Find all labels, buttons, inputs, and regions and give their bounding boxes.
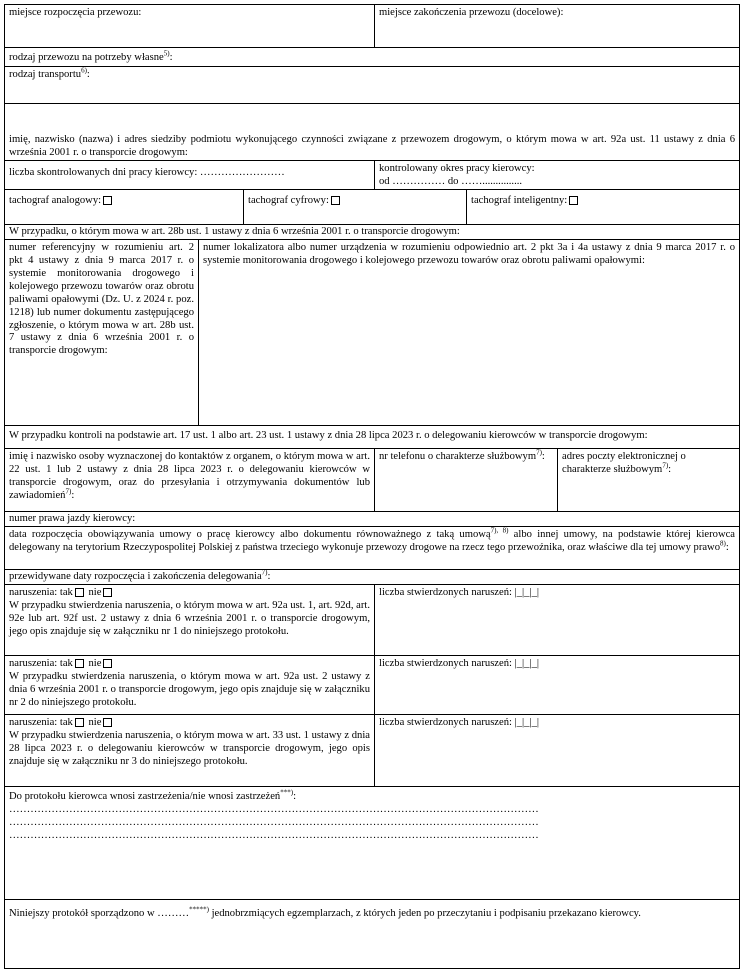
footnote-ref: 5) (163, 49, 170, 58)
license-label: numer prawa jazdy kierowcy: (9, 513, 136, 524)
posting-dates-label: przewidywane daty rozpoczęcia i zakończenia delegowania (9, 571, 262, 582)
violation-3-field[interactable] (4, 714, 375, 787)
closing-text-a: Niniejszy protokół sporządzono w ……… (9, 908, 190, 919)
phone-label: nr telefonu o charakterze służbowym (379, 451, 537, 462)
contact-person-label: imię i nazwisko osoby wyznaczonej do kontaktów z organem, o którym mowa w art. 22 ust. 1 lub 2 ustawy z dnia 28 lipca 2023 r. o delegowaniu kierowców w transporcie drogowym, oraz do przesyłania i otrzymywania dokumentów lub zawiadomień (9, 451, 370, 501)
transport-type-field[interactable] (4, 66, 740, 104)
tachograph-analog-label: tachograf analogowy: (9, 195, 102, 206)
end-place-field[interactable] (374, 4, 740, 48)
art28b-heading (4, 224, 740, 240)
period-field[interactable] (374, 160, 740, 190)
objections-line-3[interactable]: …………………………………………………………………………………………………………………………………… (9, 829, 539, 841)
objections-line-2[interactable]: …………………………………………………………………………………………………………………………………… (9, 816, 539, 828)
footnote-ref: 7), 8) (490, 526, 509, 535)
own-account-field[interactable] (4, 47, 740, 67)
violation-yes-label: naruszenia: tak (9, 587, 73, 598)
entity-field[interactable] (4, 103, 740, 161)
closing-text-b: jednobrzmiących egzemplarzach, z których jeden po przeczytaniu i podpisaniu przekazano kierowcy. (208, 908, 641, 919)
colon: : (169, 52, 173, 63)
period-range: od …………… do ……............... (379, 175, 523, 187)
footnote-ref: 8) (720, 539, 726, 548)
violation-no-label: nie (88, 658, 102, 669)
violation-3-count-field[interactable] (374, 714, 740, 787)
start-place-field[interactable] (4, 4, 375, 48)
violation-1-count-boxes[interactable]: |_|_|_| (514, 587, 539, 598)
violation-yes-label: naruszenia: tak (9, 658, 73, 669)
violation-2-no-checkbox[interactable] (103, 659, 112, 668)
tachograph-smart-label: tachograf inteligentny: (471, 195, 568, 206)
violation-2-field[interactable] (4, 655, 375, 715)
contract-label-a: data rozpoczęcia obowiązywania umowy o pracę kierowcy albo dokumentu równoważnego z taką umową (9, 529, 491, 540)
contract-label-b: albo innej umowy, na podstawie której kierowca delegowany na terytorium Rzeczypospolitej Polskiej z państwa trzeciego wykonuje przewozy drogowe na rzecz tego przewoźnika, oraz właściwe dla tej umowy prawo (9, 529, 735, 553)
colon: : (293, 791, 297, 802)
closing-field (4, 899, 740, 969)
locator-label: numer lokalizatora albo numer urządzenia w rozumieniu odpowiednio art. 2 pkt 3a i 4a ustawy z dnia 9 marca 2017 r. o systemie monitorowania drogowego i kolejowego przewozu towarów oraz obrotu paliwami opałowymi: (203, 242, 735, 266)
phone-field[interactable]: nr telefonu o charakterze służbowym$^{7)}$: (374, 448, 558, 512)
tachograph-analog-field[interactable] (4, 189, 244, 225)
own-account-label: rodzaj przewozu na potrzeby własne (9, 52, 164, 63)
locator-field[interactable] (198, 239, 740, 426)
start-place-label: miejsce rozpoczęcia przewozu: (9, 7, 142, 18)
footnote-ref: 7) (261, 569, 268, 577)
footnote-ref: 7) (662, 461, 669, 470)
tachograph-smart-field[interactable] (466, 189, 740, 225)
footnote-ref: 7) (536, 448, 542, 457)
violation-yes-label: naruszenia: tak (9, 717, 73, 728)
transport-type-label: rodzaj transportu (9, 69, 82, 80)
violation-no-label: nie (88, 587, 102, 598)
ref-number-label: numer referencyjny w rozumieniu art. 2 pkt 4 ustawy z dnia 9 marca 2017 r. o systemie monitorowania drogowego i kolejowego przewozu towarów oraz obrotu paliwami opałowymi (Dz. U. z 2024 r. poz. 1218) lub numer dokumentu zastępującego zgłoszenie, o którym mowa w art. 28b ust. 7 ustawy z dnia 6 września 2001 r. o transporcie drogowym: (9, 242, 194, 357)
violation-2-count-field[interactable] (374, 655, 740, 715)
tachograph-digital-checkbox[interactable] (331, 196, 340, 205)
footnote-ref: ***) (280, 788, 294, 797)
colon: : (86, 69, 90, 80)
posting-heading-text: W przypadku kontroli na podstawie art. 17 ust. 1 albo art. 23 ust. 1 ustawy z dnia 28 lipca 2023 r. o delegowaniu kierowców w transporcie drogowym: (9, 430, 648, 441)
violation-1-field[interactable] (4, 584, 375, 656)
email-field[interactable]: adres poczty elektronicznej o charakterze służbowym$^{7)}$: (557, 448, 740, 512)
posting-heading (4, 425, 740, 449)
violation-3-count-boxes[interactable]: |_|_|_| (514, 717, 539, 728)
tachograph-smart-checkbox[interactable] (569, 196, 578, 205)
art28b-heading-text: W przypadku, o którym mowa w art. 28b ust. 1 ustawy z dnia 6 września 2001 r. o transporcie drogowym: (9, 226, 460, 237)
violation-2-yes-checkbox[interactable] (75, 659, 84, 668)
violation-3-no-checkbox[interactable] (103, 718, 112, 727)
entity-label: imię, nazwisko (nazwa) i adres siedziby podmiotu wykonującego czynności związane z przewozem drogowym, o którym mowa w art. 92a ust. 11 ustawy z dnia 6 września 2001 r. o transporcie drogowym: (9, 134, 735, 158)
violation-1-no-checkbox[interactable] (103, 588, 112, 597)
posting-dates-field[interactable]: przewidywane daty rozpoczęcia i zakończenia delegowania$^{7)}$: (4, 569, 740, 585)
violation-count-label: liczba stwierdzonych naruszeń: (379, 717, 512, 728)
violation-3-yes-checkbox[interactable] (75, 718, 84, 727)
days-label: liczba skontrolowanych dni pracy kierowcy: …………………… (9, 167, 285, 178)
contact-person-field[interactable]: imię i nazwisko osoby wyznaczonej do kontaktów z organem, o którym mowa w art. 22 ust. 1 lub 2 ustawy z dnia 28 lipca 2023 r. o delegowaniu kierowców w transporcie drogowym, oraz do przesyłania i otrzymywania dokumentów lub zawiadomień$^{7)}$: (4, 448, 375, 512)
objections-field[interactable] (4, 786, 740, 900)
license-field[interactable] (4, 511, 740, 527)
violation-2-description: W przypadku stwierdzenia naruszenia, o którym mowa w art. 92a ust. 2 ustawy z dnia 6 września 2001 r. o transporcie drogowym, jego opis znajduje się w załączniku nr 2 do niniejszego protokołu. (9, 670, 370, 708)
violation-count-label: liczba stwierdzonych naruszeń: (379, 658, 512, 669)
days-field[interactable] (4, 160, 375, 190)
violation-count-label: liczba stwierdzonych naruszeń: (379, 587, 512, 598)
footnote-ref: *****) (189, 905, 209, 914)
email-label: adres poczty elektronicznej o charakterze służbowym (562, 451, 686, 475)
violation-2-count-boxes[interactable]: |_|_|_| (514, 658, 539, 669)
contract-field[interactable]: data rozpoczęcia obowiązywania umowy o pracę kierowcy albo dokumentu równoważnego z taką umową$^{7), 8)}$ albo innej umowy, na podstawie której kierowca delegowany na terytorium Rzeczypospolitej Polskiej z państwa trzeciego wykonuje przewozy drogowe na rzecz tego przewoźnika, oraz właściwe dla tej umowy prawo$^{8)}$: (4, 526, 740, 570)
violation-no-label: nie (88, 717, 102, 728)
footnote-ref: 6) (81, 66, 87, 75)
period-label: kontrolowany okres pracy kierowcy: (379, 163, 535, 174)
objections-label: Do protokołu kierowca wnosi zastrzeżenia/nie wnosi zastrzeżeń (9, 791, 281, 802)
tachograph-digital-field[interactable] (243, 189, 467, 225)
violation-1-count-field[interactable] (374, 584, 740, 656)
tachograph-analog-checkbox[interactable] (103, 196, 112, 205)
footnote-ref: 7) (65, 487, 72, 496)
violation-3-description: W przypadku stwierdzenia naruszenia, o którym mowa w art. 33 ust. 1 ustawy z dnia 28 lipca 2023 r. o delegowaniu kierowców w transporcie drogowym, jego opis znajduje się w załączniku nr 3 do niniejszego protokołu. (9, 729, 370, 767)
violation-1-yes-checkbox[interactable] (75, 588, 84, 597)
ref-number-field[interactable] (4, 239, 199, 426)
end-place-label: miejsce zakończenia przewozu (docelowe): (379, 7, 564, 18)
objections-line-1[interactable]: …………………………………………………………………………………………………………………………………… (9, 803, 539, 815)
violation-1-description: W przypadku stwierdzenia naruszenia, o którym mowa w art. 92a ust. 1, art. 92d, art. 92e lub art. 92f ust. 2 ustawy z dnia 6 września 2001 r. o transporcie drogowym, jego opis znajduje się w załączniku nr 1 do niniejszego protokołu. (9, 599, 370, 637)
tachograph-digital-label: tachograf cyfrowy: (248, 195, 329, 206)
